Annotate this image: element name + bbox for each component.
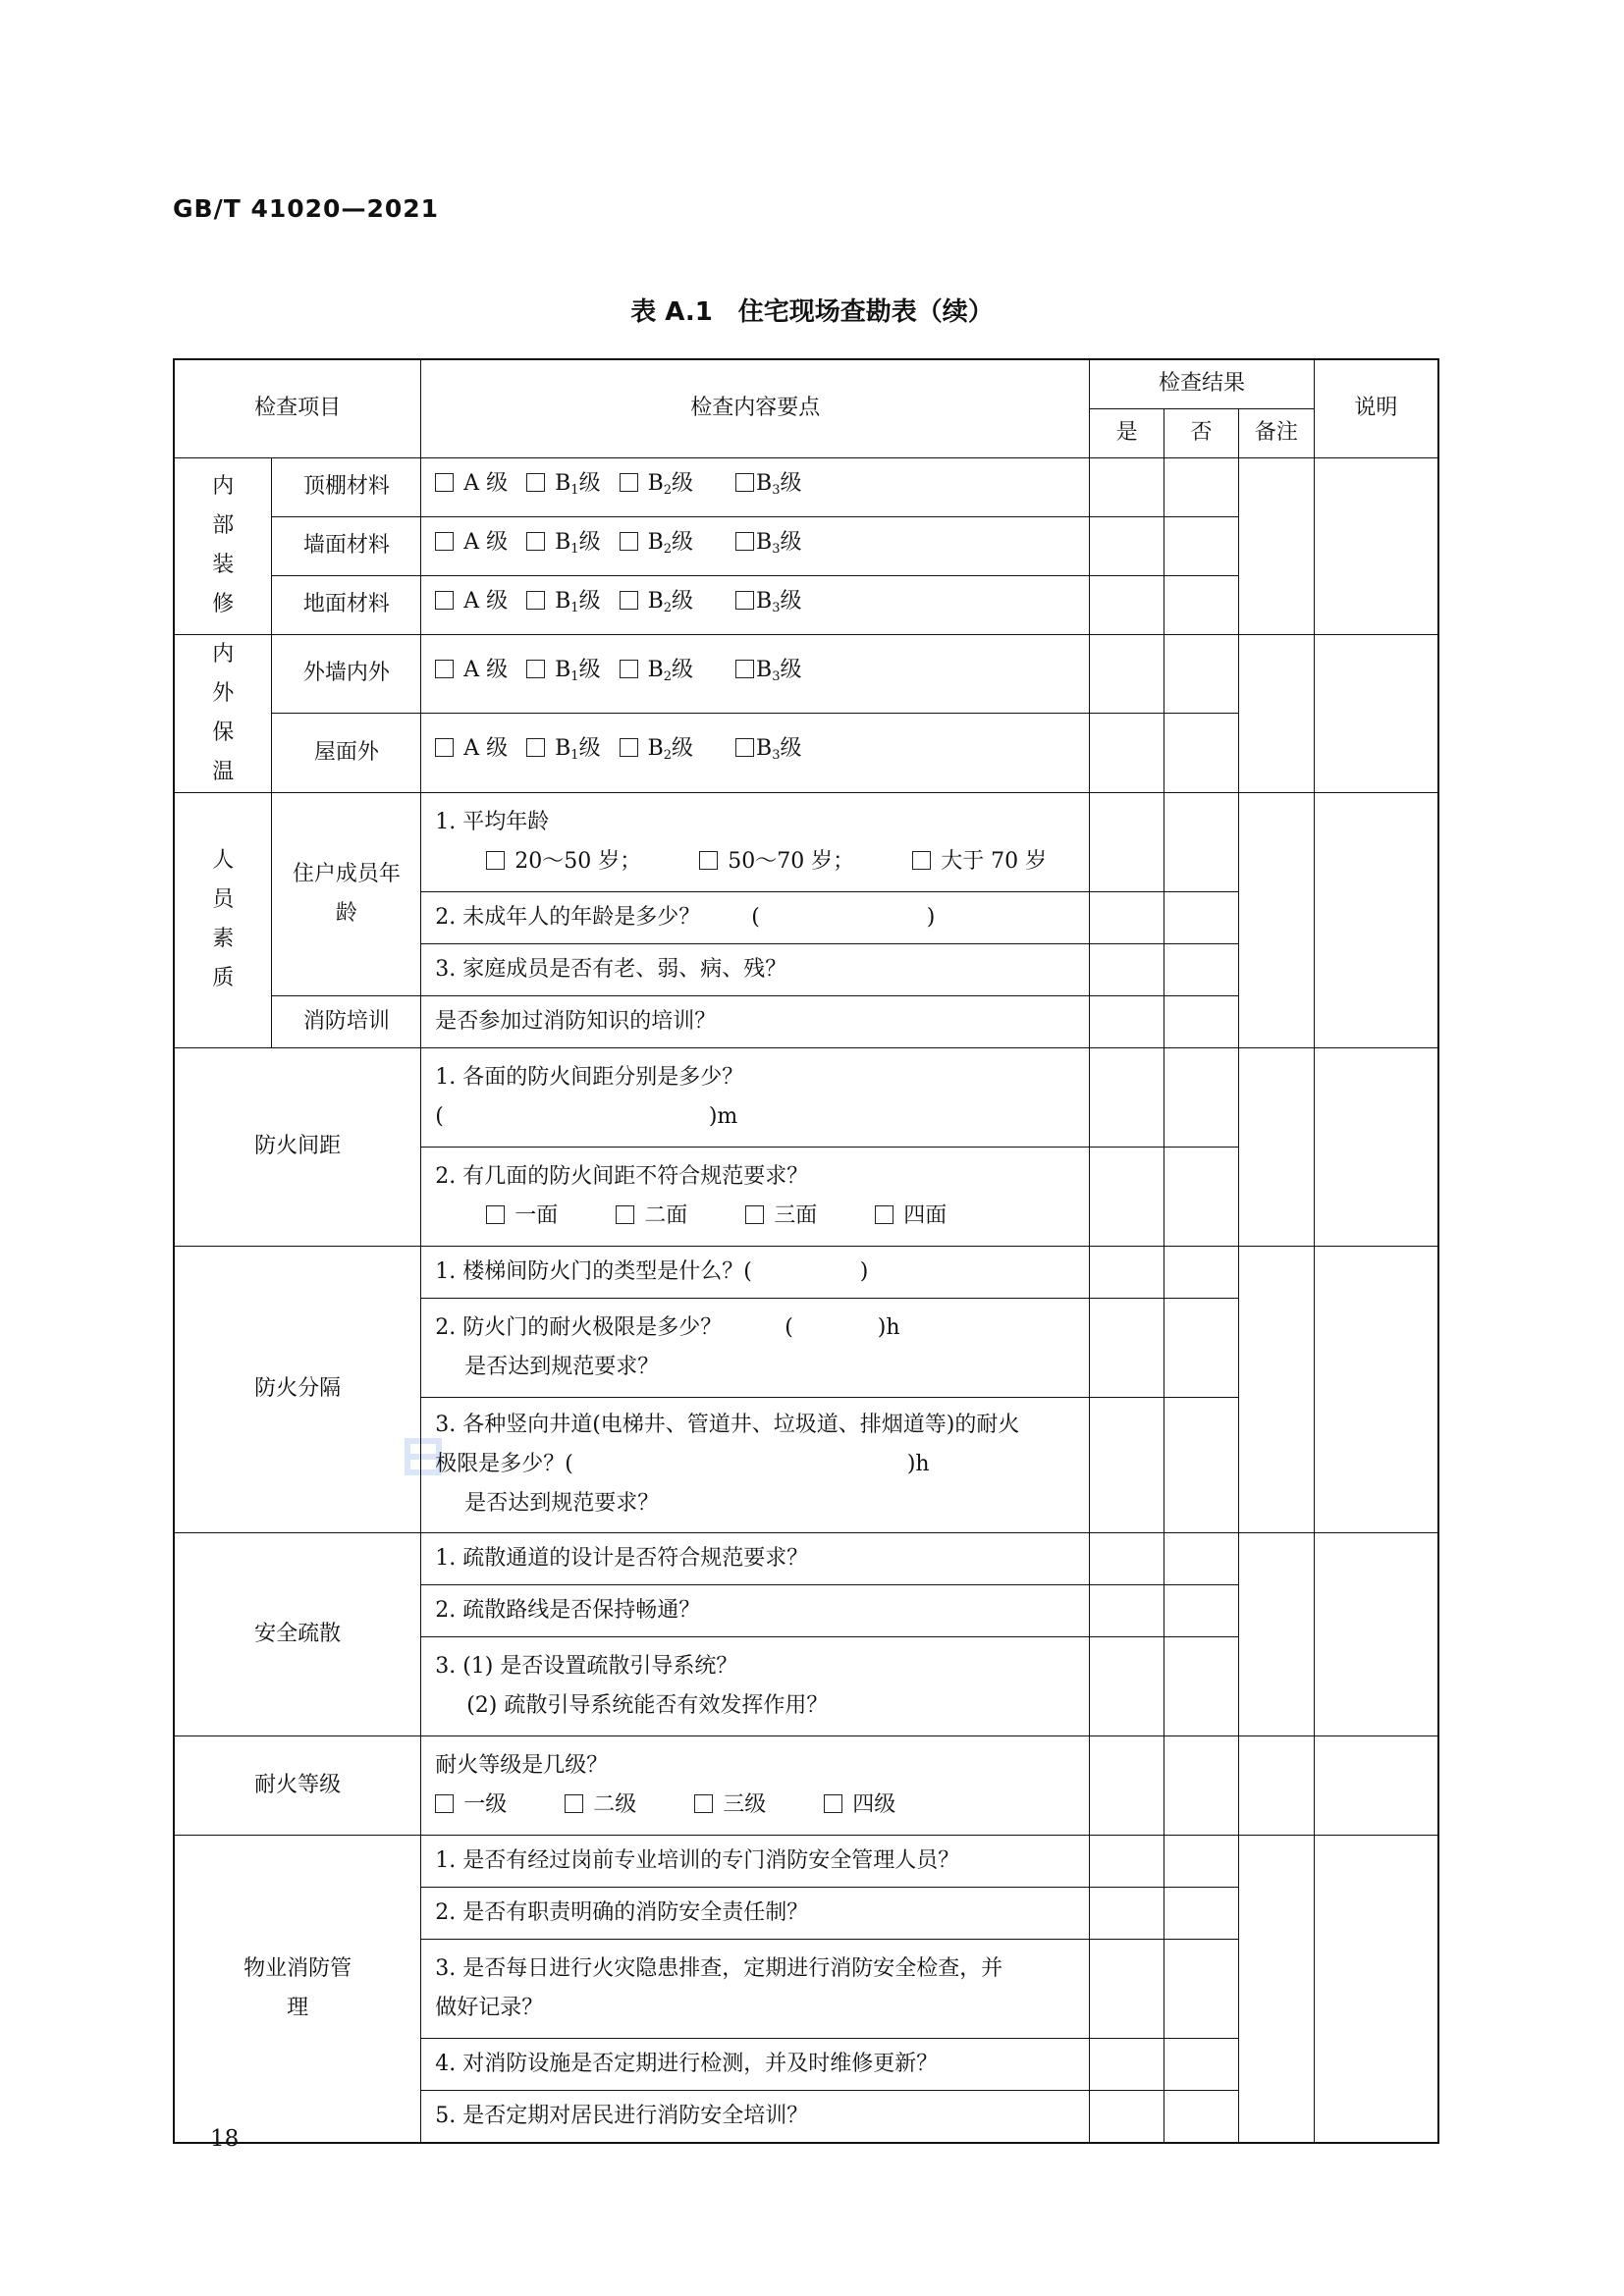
group-insulation: 内外保温 bbox=[174, 634, 272, 792]
checkbox[interactable] bbox=[745, 1205, 764, 1224]
yes-cell[interactable] bbox=[1090, 1735, 1164, 1835]
spacing-question-2: 2. 有几面的防火间距不符合规范要求？ 一面 二面 三面 四面 bbox=[421, 1147, 1090, 1246]
separation-question-1: 1. 楼梯间防火门的类型是什么？( ) bbox=[421, 1246, 1090, 1298]
yes-cell[interactable] bbox=[1090, 891, 1164, 943]
table-row bbox=[174, 1835, 1438, 1887]
table-row bbox=[174, 457, 1438, 516]
no-cell[interactable] bbox=[1164, 995, 1239, 1047]
remark-cell[interactable] bbox=[1238, 457, 1314, 634]
checkbox[interactable] bbox=[620, 738, 638, 757]
yes-cell[interactable] bbox=[1090, 575, 1164, 634]
header-no: 否 bbox=[1164, 408, 1239, 457]
remark-cell[interactable] bbox=[1238, 1532, 1314, 1735]
subitem-wall: 墙面材料 bbox=[272, 516, 421, 575]
minor-age-question: 2. 未成年人的年龄是多少？ ( ) bbox=[421, 891, 1090, 943]
yes-cell[interactable] bbox=[1090, 516, 1164, 575]
yes-cell[interactable] bbox=[1090, 457, 1164, 516]
checkbox[interactable] bbox=[735, 738, 754, 757]
yes-cell[interactable] bbox=[1090, 1246, 1164, 1298]
subitem-age: 住户成员年龄 bbox=[272, 792, 421, 995]
no-cell[interactable] bbox=[1164, 516, 1239, 575]
yes-cell[interactable] bbox=[1090, 792, 1164, 891]
no-cell[interactable] bbox=[1164, 891, 1239, 943]
header-note: 说明 bbox=[1314, 359, 1438, 457]
yes-cell[interactable] bbox=[1090, 1047, 1164, 1147]
subitem-floor: 地面材料 bbox=[272, 575, 421, 634]
group-rating: 耐火等级 bbox=[174, 1735, 421, 1835]
header-check-result: 检查结果 bbox=[1090, 359, 1314, 408]
checkbox[interactable] bbox=[526, 532, 545, 551]
checkbox[interactable] bbox=[435, 591, 454, 610]
no-cell[interactable] bbox=[1164, 1298, 1239, 1397]
checkbox[interactable] bbox=[694, 1794, 713, 1813]
no-cell[interactable] bbox=[1164, 1636, 1239, 1735]
note-cell[interactable] bbox=[1314, 1246, 1438, 1532]
age-question: 1. 平均年龄 20～50 岁； 50～70 岁； 大于 70 岁 bbox=[421, 792, 1090, 891]
yes-cell[interactable] bbox=[1090, 1532, 1164, 1584]
checkbox[interactable] bbox=[435, 473, 454, 492]
checkbox[interactable] bbox=[526, 738, 545, 757]
remark-cell[interactable] bbox=[1238, 1246, 1314, 1532]
family-question: 3. 家庭成员是否有老、弱、病、残？ bbox=[421, 943, 1090, 995]
yes-cell[interactable] bbox=[1090, 1147, 1164, 1246]
checkbox[interactable] bbox=[435, 532, 454, 551]
checkbox[interactable] bbox=[620, 660, 638, 678]
evacuation-question-3: 3. (1) 是否设置疏散引导系统？ (2) 疏散引导系统能否有效发挥作用？ bbox=[421, 1636, 1090, 1735]
checkbox[interactable] bbox=[824, 1794, 842, 1813]
yes-cell[interactable] bbox=[1090, 1584, 1164, 1636]
no-cell[interactable] bbox=[1164, 2038, 1239, 2090]
remark-cell[interactable] bbox=[1238, 792, 1314, 1047]
survey-table bbox=[173, 358, 1439, 2144]
table-row bbox=[174, 1246, 1438, 1298]
checkbox[interactable] bbox=[435, 738, 454, 757]
grade-options: A 级 $B_1$级 $B_2$级 $B_3$级 bbox=[421, 457, 1090, 516]
remark-cell[interactable] bbox=[1238, 1835, 1314, 2143]
checkbox[interactable] bbox=[620, 473, 638, 492]
spacing-question-1: 1. 各面的防火间距分别是多少？ ( )m bbox=[421, 1047, 1090, 1147]
group-separation: 防火分隔 bbox=[174, 1246, 421, 1532]
table-caption: 表 A.1 住宅现场查勘表（续） bbox=[630, 297, 994, 327]
no-cell[interactable] bbox=[1164, 1397, 1239, 1532]
note-cell[interactable] bbox=[1314, 1047, 1438, 1246]
table-row bbox=[174, 634, 1438, 714]
header-remark: 备注 bbox=[1238, 408, 1314, 457]
checkbox[interactable] bbox=[620, 591, 638, 610]
no-cell[interactable] bbox=[1164, 1047, 1239, 1147]
group-personnel: 人员素质 bbox=[174, 792, 272, 1047]
checkbox[interactable] bbox=[565, 1794, 583, 1813]
no-cell[interactable] bbox=[1164, 1887, 1239, 1939]
yes-cell[interactable] bbox=[1090, 1397, 1164, 1532]
checkbox[interactable] bbox=[616, 1205, 634, 1224]
yes-cell[interactable] bbox=[1090, 1835, 1164, 1887]
note-cell[interactable] bbox=[1314, 1735, 1438, 1835]
yes-cell[interactable] bbox=[1090, 1887, 1164, 1939]
no-cell[interactable] bbox=[1164, 1584, 1239, 1636]
no-cell[interactable] bbox=[1164, 792, 1239, 891]
checkbox[interactable] bbox=[486, 1205, 505, 1224]
remark-cell[interactable] bbox=[1238, 634, 1314, 792]
checkbox[interactable] bbox=[526, 660, 545, 678]
no-cell[interactable] bbox=[1164, 714, 1239, 793]
no-cell[interactable] bbox=[1164, 1246, 1239, 1298]
no-cell[interactable] bbox=[1164, 1835, 1239, 1887]
checkbox[interactable] bbox=[526, 473, 545, 492]
note-cell[interactable] bbox=[1314, 792, 1438, 1047]
table-row bbox=[174, 1532, 1438, 1584]
yes-cell[interactable] bbox=[1090, 1636, 1164, 1735]
separation-question-2: 2. 防火门的耐火极限是多少？ ( )h 是否达到规范要求？ bbox=[421, 1298, 1090, 1397]
checkbox[interactable] bbox=[435, 660, 454, 678]
no-cell[interactable] bbox=[1164, 457, 1239, 516]
no-cell[interactable] bbox=[1164, 943, 1239, 995]
property-question-1: 1. 是否有经过岗前专业培训的专门消防安全管理人员？ bbox=[421, 1835, 1090, 1887]
checkbox[interactable] bbox=[486, 851, 505, 870]
no-cell[interactable] bbox=[1164, 1532, 1239, 1584]
table-header-row bbox=[174, 359, 1438, 408]
checkbox[interactable] bbox=[735, 532, 754, 551]
standard-code: GB/T 41020—2021 bbox=[173, 194, 440, 223]
yes-cell[interactable] bbox=[1090, 714, 1164, 793]
header-yes: 是 bbox=[1090, 408, 1164, 457]
grade-options: A 级 $B_1$级 $B_2$级 $B_3$级 bbox=[421, 714, 1090, 793]
yes-cell[interactable] bbox=[1090, 995, 1164, 1047]
group-spacing: 防火间距 bbox=[174, 1047, 421, 1246]
no-cell[interactable] bbox=[1164, 2090, 1239, 2143]
property-question-5: 5. 是否定期对居民进行消防安全培训？ bbox=[421, 2090, 1090, 2143]
property-question-2: 2. 是否有职责明确的消防安全责任制？ bbox=[421, 1887, 1090, 1939]
header-check-content: 检查内容要点 bbox=[421, 359, 1090, 457]
yes-cell[interactable] bbox=[1090, 2038, 1164, 2090]
table-row bbox=[174, 1047, 1438, 1147]
checkbox[interactable] bbox=[699, 851, 718, 870]
checkbox[interactable] bbox=[526, 591, 545, 610]
no-cell[interactable] bbox=[1164, 575, 1239, 634]
yes-cell[interactable] bbox=[1090, 2090, 1164, 2143]
checkbox[interactable] bbox=[435, 1794, 454, 1813]
subitem-roof: 屋面外 bbox=[272, 714, 421, 793]
header-check-item: 检查项目 bbox=[174, 359, 421, 457]
subitem-ceiling: 顶棚材料 bbox=[272, 457, 421, 516]
yes-cell[interactable] bbox=[1090, 634, 1164, 714]
group-property: 物业消防管理 bbox=[174, 1835, 421, 2143]
table-row bbox=[174, 792, 1438, 891]
page-number: 18 bbox=[210, 2126, 240, 2152]
group-interior: 内部装修 bbox=[174, 457, 272, 634]
remark-cell[interactable] bbox=[1238, 1047, 1314, 1246]
no-cell[interactable] bbox=[1164, 1735, 1239, 1835]
evacuation-question-2: 2. 疏散路线是否保持畅通？ bbox=[421, 1584, 1090, 1636]
grade-options: A 级 $B_1$级 $B_2$级 $B_3$级 bbox=[421, 575, 1090, 634]
checkbox[interactable] bbox=[912, 851, 931, 870]
subitem-training: 消防培训 bbox=[272, 995, 421, 1047]
grade-options: A 级 $B_1$级 $B_2$级 $B_3$级 bbox=[421, 634, 1090, 714]
checkbox[interactable] bbox=[620, 532, 638, 551]
checkbox[interactable] bbox=[875, 1205, 893, 1224]
no-cell[interactable] bbox=[1164, 1147, 1239, 1246]
grade-options: A 级 $B_1$级 $B_2$级 $B_3$级 bbox=[421, 516, 1090, 575]
note-cell[interactable] bbox=[1314, 1532, 1438, 1735]
note-cell[interactable] bbox=[1314, 634, 1438, 792]
yes-cell[interactable] bbox=[1090, 943, 1164, 995]
training-question: 是否参加过消防知识的培训？ bbox=[421, 995, 1090, 1047]
note-cell[interactable] bbox=[1314, 1835, 1438, 2143]
table-row bbox=[174, 1735, 1438, 1835]
no-cell[interactable] bbox=[1164, 634, 1239, 714]
yes-cell[interactable] bbox=[1090, 1939, 1164, 2038]
evacuation-question-1: 1. 疏散通道的设计是否符合规范要求？ bbox=[421, 1532, 1090, 1584]
checkbox[interactable] bbox=[735, 473, 754, 492]
remark-cell[interactable] bbox=[1238, 1735, 1314, 1835]
no-cell[interactable] bbox=[1164, 1939, 1239, 2038]
checkbox[interactable] bbox=[735, 591, 754, 610]
subitem-ext-wall: 外墙内外 bbox=[272, 634, 421, 714]
group-evacuation: 安全疏散 bbox=[174, 1532, 421, 1735]
property-question-4: 4. 对消防设施是否定期进行检测，并及时维修更新？ bbox=[421, 2038, 1090, 2090]
checkbox[interactable] bbox=[735, 660, 754, 678]
property-question-3: 3. 是否每日进行火灾隐患排查，定期进行消防安全检查，并 做好记录？ bbox=[421, 1939, 1090, 2038]
separation-question-3: 3. 各种竖向井道(电梯井、管道井、垃圾道、排烟道等)的耐火 极限是多少？( )h 是否达到规范要求？ bbox=[421, 1397, 1090, 1532]
rating-question: 耐火等级是几级？ 一级 二级 三级 四级 bbox=[421, 1735, 1090, 1835]
note-cell[interactable] bbox=[1314, 457, 1438, 634]
yes-cell[interactable] bbox=[1090, 1298, 1164, 1397]
